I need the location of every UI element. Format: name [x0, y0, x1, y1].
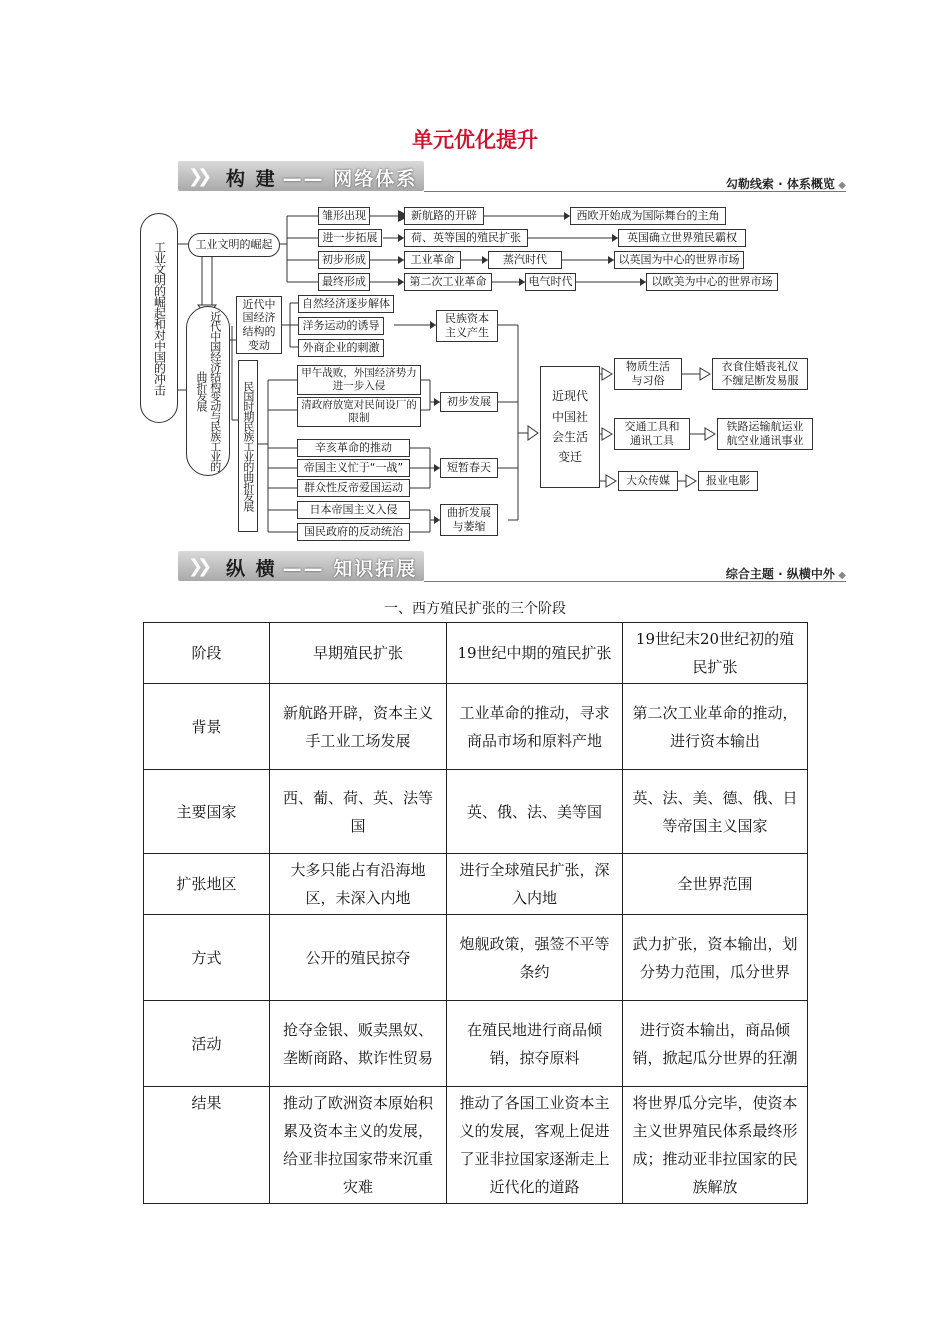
- dev-c-1: 日本帝国主义入侵: [297, 501, 410, 519]
- colonial-expansion-table: [143, 622, 808, 1204]
- national-capital: 民族资本主义产生: [436, 310, 498, 342]
- media-b: 报业电影: [698, 471, 758, 491]
- dev-a-result: 初步发展: [440, 392, 498, 412]
- s2-b: 英国确立世界殖民霸权: [618, 229, 746, 247]
- s4-c: 以欧美为中心的世界市场: [646, 273, 778, 291]
- dev-b-2: 帝国主义忙于“一战”: [297, 459, 410, 477]
- table-cell: 将世界瓜分完毕，使资本主义世界殖民体系最终形成；推动亚非拉国家的民族解放: [623, 1087, 808, 1204]
- page-title: 单元优化提升: [412, 128, 538, 152]
- table-cell: 英、法、美、德、俄、日等帝国主义国家: [623, 770, 808, 854]
- table-row: [144, 854, 808, 915]
- section-title: 一、西方殖民扩张的三个阶段: [384, 601, 566, 617]
- s4-b: 电气时代: [525, 273, 576, 291]
- social-change: 近现代中国社会生活变迁: [540, 366, 600, 488]
- table-cell: 武力扩张，资本输出，划分势力范围，瓜分世界: [623, 915, 808, 1001]
- change-2: 洋务运动的诱导: [298, 317, 384, 335]
- table-cell: 主要国家: [144, 770, 270, 854]
- diagram-china-oval: 近代中国经济结构变动与民族工业的曲折发展: [186, 306, 230, 476]
- table-header-cell: 阶段: [144, 623, 270, 684]
- banner-label: 纵 横 —— 知识拓展: [226, 558, 418, 580]
- table-row: [144, 1001, 808, 1087]
- table-cell: 活动: [144, 1001, 270, 1087]
- life-b: 衣食住婚丧礼仪不缠足断发易服: [712, 358, 808, 390]
- table-cell: 进行资本输出，商品倾销，掀起瓜分世界的狂潮: [623, 1001, 808, 1087]
- chevron-icon: ❯❯: [188, 556, 207, 577]
- banner-right-caption: 勾勒线索 · 体系概览 ◆: [726, 175, 846, 192]
- table-cell: 方式: [144, 915, 270, 1001]
- table-cell: 西、葡、荷、英、法等国: [270, 770, 447, 854]
- table-cell: 扩张地区: [144, 854, 270, 915]
- dev-b-result: 短暂春天: [440, 458, 498, 478]
- table-cell: 抢夺金银、贩卖黑奴、垄断商路、欺诈性贸易: [270, 1001, 447, 1087]
- table-header-row: [144, 623, 808, 684]
- table-header-cell: 19世纪末20世纪初的殖民扩张: [623, 623, 808, 684]
- table-row: [144, 770, 808, 854]
- diagram-rise: 工业文明的崛起: [188, 233, 280, 257]
- table-cell: 公开的殖民掠夺: [270, 915, 447, 1001]
- table-cell: 新航路开辟，资本主义手工业工场发展: [270, 684, 447, 770]
- s3-c: 以英国为中心的世界市场: [614, 251, 744, 269]
- table-cell: 在殖民地进行商品倾销，掠夺原料: [447, 1001, 623, 1087]
- section-banner-knowledge: [178, 551, 846, 585]
- dev-c-result: 曲折发展与萎缩: [440, 504, 498, 536]
- stage-2: 进一步拓展: [318, 229, 382, 247]
- table-row: [144, 1087, 808, 1204]
- table-cell: 背景: [144, 684, 270, 770]
- table-cell: 推动了欧洲资本原始积累及资本主义的发展，给亚非拉国家带来沉重灾难: [270, 1087, 447, 1204]
- table-row: [144, 684, 808, 770]
- banner-label: 构 建 —— 网络体系: [226, 168, 418, 190]
- change-1: 自然经济逐步解体: [298, 295, 394, 313]
- stage-1: 雏形出现: [318, 207, 370, 225]
- dev-a-2: 清政府放宽对民间设厂的限制: [297, 397, 421, 427]
- dev-a-1: 甲午战败，外国经济势力进一步入侵: [297, 365, 421, 395]
- dev-b-1: 辛亥革命的推动: [297, 439, 410, 457]
- table-cell: 第二次工业革命的推动，进行资本输出: [623, 684, 808, 770]
- stage-4: 最终形成: [318, 273, 370, 291]
- banner-right-caption: 综合主题 · 纵横中外 ◆: [726, 565, 846, 582]
- table-cell: 结果: [144, 1087, 270, 1204]
- modern-change: 近代中国经济结构的变动: [236, 296, 282, 354]
- dev-c-2: 国民政府的反动统治: [297, 523, 410, 541]
- s3-b: 蒸汽时代: [488, 251, 562, 269]
- life-a: 物质生活与习俗: [614, 358, 682, 390]
- table-cell: 进行全球殖民扩张，深入内地: [447, 854, 623, 915]
- table-cell: 炮舰政策，强签不平等条约: [447, 915, 623, 1001]
- table-cell: 工业革命的推动，寻求商品市场和原料产地: [447, 684, 623, 770]
- table-header-cell: 早期殖民扩张: [270, 623, 447, 684]
- dev-b-3: 群众性反帝爱国运动: [297, 479, 410, 497]
- table-cell: 全世界范围: [623, 854, 808, 915]
- republic-branch: 民国时期民族工业的曲折发展: [238, 360, 258, 532]
- change-3: 外商企业的刺激: [298, 339, 384, 357]
- table-row: [144, 915, 808, 1001]
- table-cell: 大多只能占有沿海地区，未深入内地: [270, 854, 447, 915]
- s2-a: 荷、英等国的殖民扩张: [404, 229, 528, 247]
- s1-a: 新航路的开辟: [404, 207, 484, 225]
- chevron-icon: ❯❯: [188, 166, 207, 187]
- s1-b: 西欧开始成为国际舞台的主角: [570, 207, 726, 225]
- media-a: 大众传媒: [618, 471, 678, 491]
- table-header-cell: 19世纪中期的殖民扩张: [447, 623, 623, 684]
- s4-a: 第二次工业革命: [404, 273, 492, 291]
- stage-3: 初步形成: [318, 251, 370, 269]
- table-cell: 英、俄、法、美等国: [447, 770, 623, 854]
- diagram-root: 工业文明的崛起和对中国的冲击: [140, 213, 178, 423]
- s3-a: 工业革命: [404, 251, 461, 269]
- table-cell: 推动了各国工业资本主义的发展，客观上促进了亚非拉国家逐渐走上近代化的道路: [447, 1087, 623, 1204]
- traffic-b: 铁路运输航运业航空业通讯事业: [717, 418, 813, 450]
- traffic-a: 交通工具和通讯工具: [614, 418, 690, 450]
